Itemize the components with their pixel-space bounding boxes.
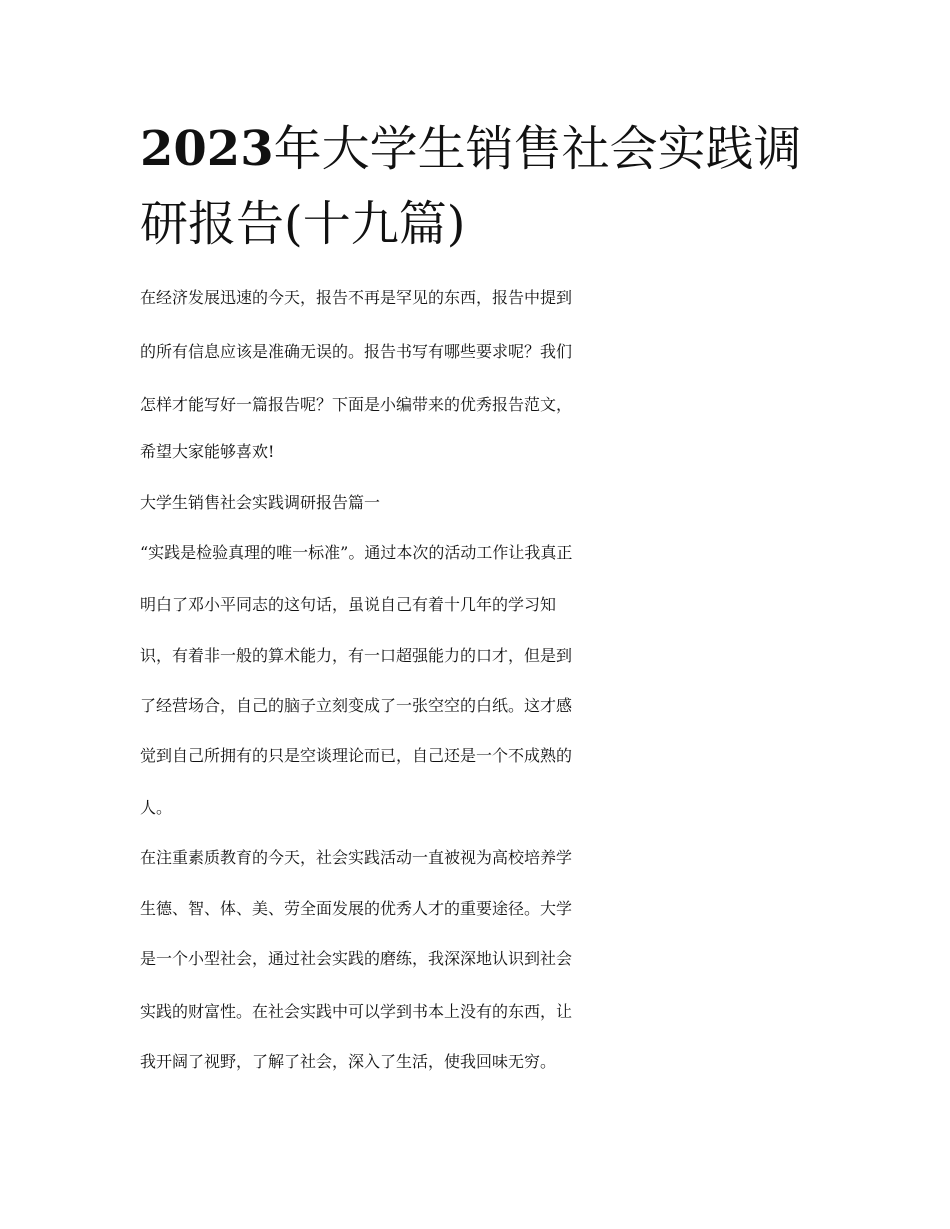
paragraph-line: “实践是检验真理的唯一标准”。通过本次的活动工作让我真正 [140,543,573,562]
paragraph-line: 识，有着非一般的算术能力，有一口超强能力的口才，但是到 [140,646,573,665]
title-year: 2023 [140,121,274,177]
section-heading: 大学生销售社会实践调研报告篇一 [140,493,381,512]
document-title [140,112,820,262]
paragraph-line: 是一个小型社会，通过社会实践的磨练，我深深地认识到社会 [140,949,573,968]
paragraph-line: 怎样才能写好一篇报告呢？下面是小编带来的优秀报告范文， [140,395,573,414]
title-text: 年大学生销售社会实践调研报告(十九篇) [140,121,802,252]
paragraph-line: 希望大家能够喜欢! [140,442,275,461]
paragraph-line: 的所有信息应该是准确无误的。报告书写有哪些要求呢？我们 [140,342,573,361]
paragraph-line: 实践的财富性。在社会实践中可以学到书本上没有的东西，让 [140,1002,573,1021]
paragraph-line: 明白了邓小平同志的这句话，虽说自己有着十几年的学习知 [140,595,557,614]
paragraph-line: 了经营场合，自己的脑子立刻变成了一张空空的白纸。这才感 [140,696,573,715]
paragraph-line: 在注重素质教育的今天，社会实践活动一直被视为高校培养学 [140,848,573,867]
paragraph-line: 我开阔了视野，了解了社会，深入了生活，使我回味无穷。 [140,1052,557,1071]
paragraph-line: 生德、智、体、美、劳全面发展的优秀人才的重要途径。大学 [140,899,573,918]
paragraph-line: 觉到自己所拥有的只是空谈理论而已，自己还是一个不成熟的 [140,746,573,765]
paragraph-line: 人。 [140,798,173,817]
paragraph-line: 在经济发展迅速的今天，报告不再是罕见的东西，报告中提到 [140,288,573,307]
